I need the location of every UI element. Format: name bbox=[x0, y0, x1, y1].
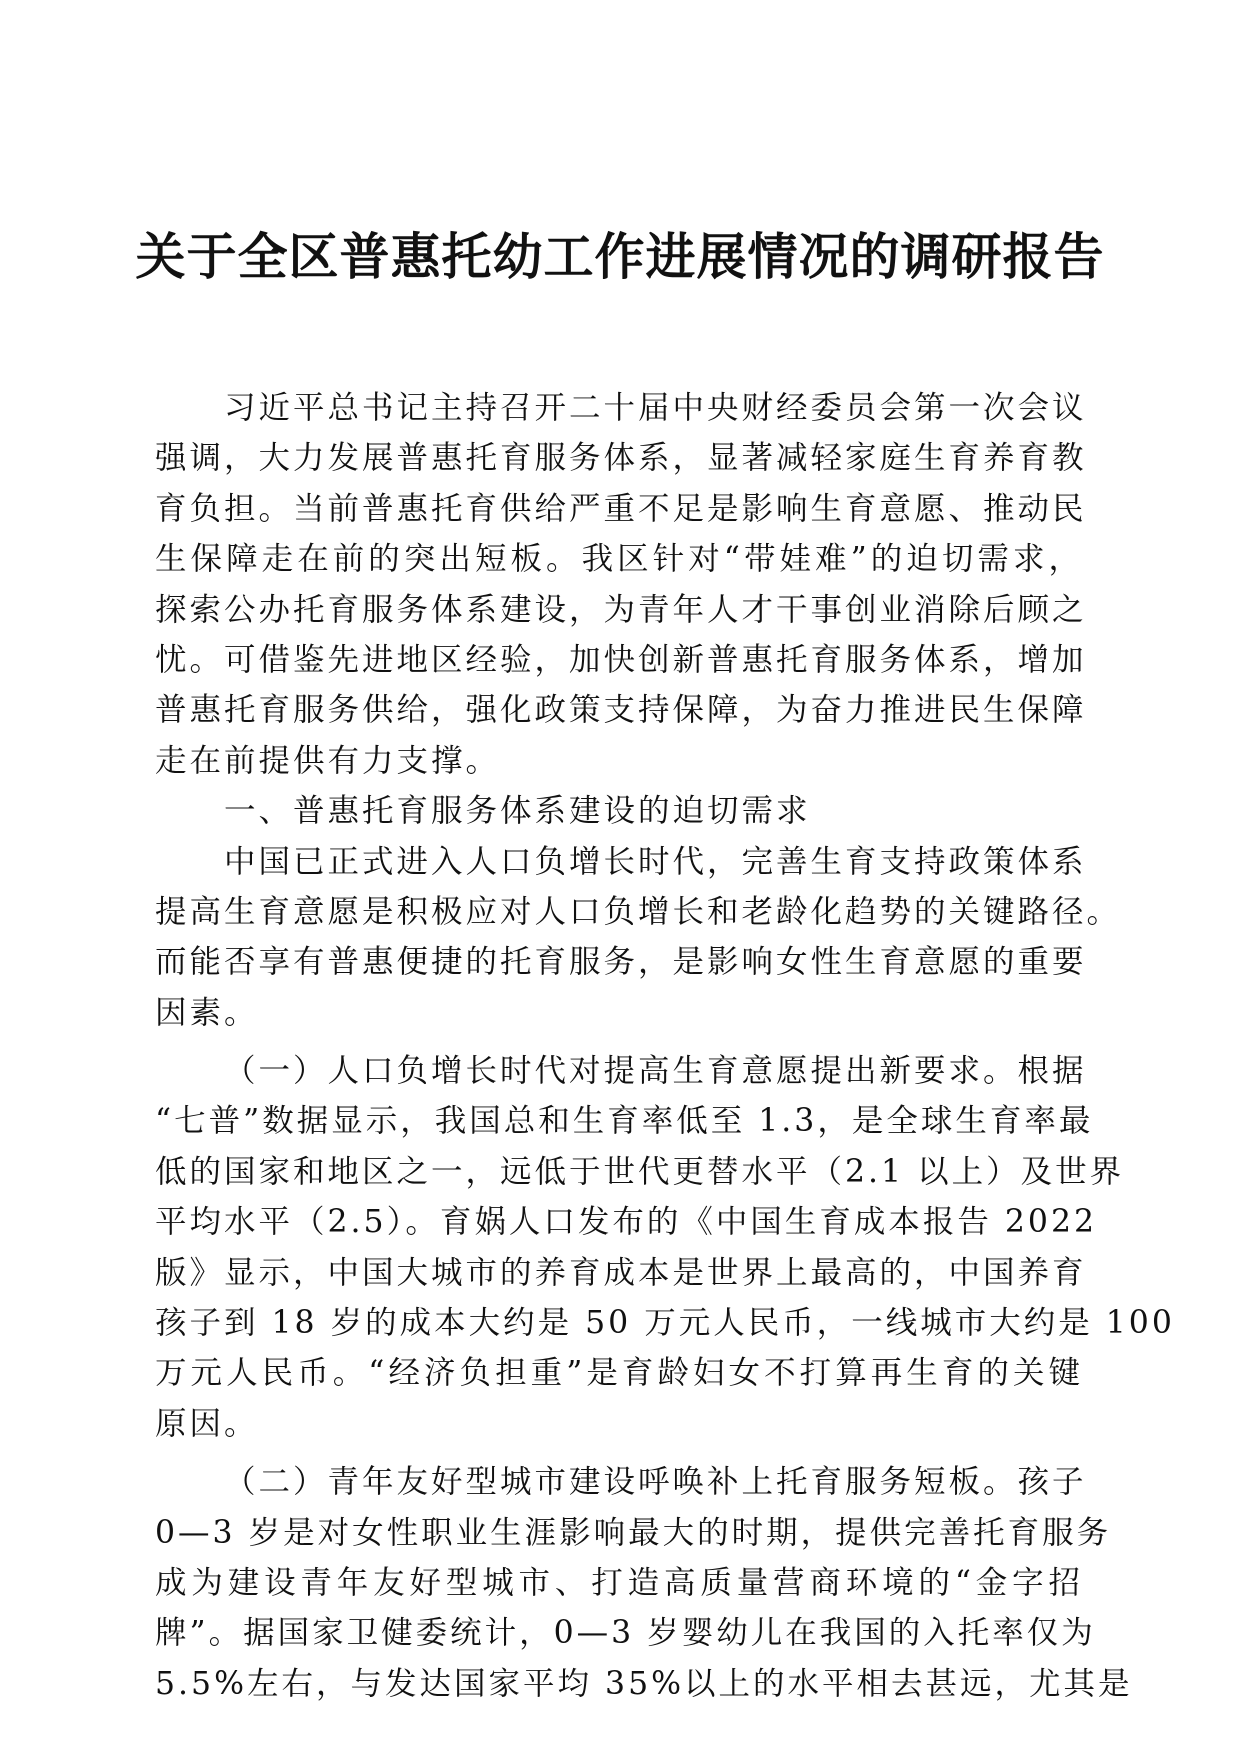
text-line: 万元人民币。“经济负担重”是育龄妇女不打算再生育的关键 bbox=[155, 1355, 1083, 1392]
text-line: 提高生育意愿是积极应对人口负增长和老龄化趋势的关键路径。 bbox=[155, 893, 1122, 930]
text-line: 习近平总书记主持召开二十届中央财经委员会第一次会议 bbox=[224, 390, 1087, 426]
text-line: 版》显示，中国大城市的养育成本是世界上最高的，中国养育 bbox=[155, 1254, 1087, 1291]
text-line: 探索公办托育服务体系建设，为青年人才干事创业消除后顾之 bbox=[155, 591, 1087, 628]
text-line: 原因。 bbox=[155, 1405, 259, 1442]
text-line: 忧。可借鉴先进地区经验，加快创新普惠托育服务体系，增加 bbox=[155, 641, 1087, 678]
text-line: 因素。 bbox=[155, 994, 259, 1031]
text-line: “七普”数据显示，我国总和生育率低至 1.3，是全球生育率最 bbox=[155, 1103, 1094, 1140]
text-line: 生保障走在前的突出短板。我区针对“带娃难”的迫切需求， bbox=[155, 541, 1083, 578]
text-line: 普惠托育服务供给，强化政策支持保障，为奋力推进民生保障 bbox=[155, 692, 1087, 729]
text-line: 走在前提供有力支撑。 bbox=[155, 742, 501, 779]
subsection-lead-line: （二）青年友好型城市建设呼唤补上托育服务短板。孩子 bbox=[224, 1464, 1087, 1501]
text-line: 强调，大力发展普惠托育服务体系，显著减轻家庭生育养育教 bbox=[155, 440, 1087, 477]
text-line: 牌”。据国家卫健委统计，0—3 岁婴幼儿在我国的入托率仅为 bbox=[155, 1615, 1096, 1652]
document-body bbox=[155, 383, 1175, 1709]
text-line: 成为建设青年友好型城市、打造高质量营商环境的“金字招 bbox=[155, 1564, 1083, 1601]
text-line: 而能否享有普惠便捷的托育服务，是影响女性生育意愿的重要 bbox=[155, 944, 1087, 981]
text-line: 孩子到 18 岁的成本大约是 50 万元人民币，一线城市大约是 100 bbox=[155, 1305, 1175, 1342]
text-line: 中国已正式进入人口负增长时代，完善生育支持政策体系 bbox=[224, 843, 1087, 880]
text-line: 平均水平（2.5）。育娲人口发布的《中国生育成本报告 2022 bbox=[155, 1204, 1098, 1241]
text-line: 5.5%左右，与发达国家平均 35%以上的水平相去甚远，尤其是 bbox=[155, 1665, 1133, 1702]
text-line: 低的国家和地区之一，远低于世代更替水平（2.1 以上）及世界 bbox=[155, 1153, 1125, 1190]
document-title: 关于全区普惠托幼工作进展情况的调研报告 bbox=[135, 227, 1105, 286]
section-heading: 一、普惠托育服务体系建设的迫切需求 bbox=[224, 793, 811, 830]
text-line: 0—3 岁是对女性职业生涯影响最大的时期，提供完善托育服务 bbox=[155, 1514, 1112, 1551]
subsection-lead-line: （一）人口负增长时代对提高生育意愿提出新要求。根据 bbox=[224, 1053, 1087, 1090]
text-line: 育负担。当前普惠托育供给严重不足是影响生育意愿、推动民 bbox=[155, 490, 1087, 527]
